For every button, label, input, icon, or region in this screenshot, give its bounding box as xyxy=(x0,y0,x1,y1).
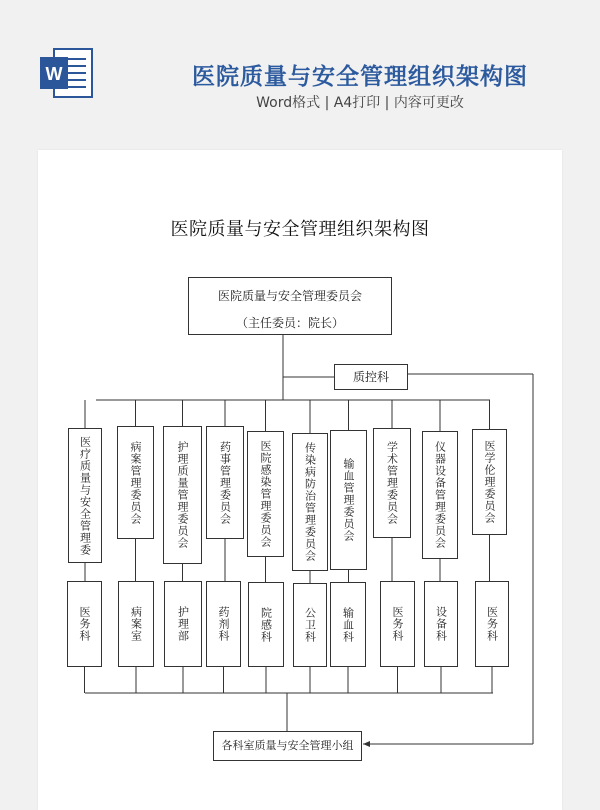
department-box xyxy=(424,581,458,667)
committee-label: 护理质量管理委员会 xyxy=(176,441,189,549)
quality-control-dept-box: 质控科 xyxy=(334,364,408,390)
department-label: 输血科 xyxy=(341,606,355,643)
department-label: 医务科 xyxy=(78,606,91,642)
committee-label: 医院感染管理委员会 xyxy=(259,440,272,548)
department-box xyxy=(118,581,154,667)
committee-box xyxy=(472,429,507,535)
committee-box xyxy=(330,430,367,570)
committee-label: 学术管理委员会 xyxy=(385,441,399,525)
department-label: 医务科 xyxy=(485,606,499,642)
department-box xyxy=(248,582,284,667)
page-title: 医院质量与安全管理组织架构图 xyxy=(192,64,528,90)
department-box xyxy=(67,581,102,667)
page-subtitle: Word格式 | A4打印 | 内容可更改 xyxy=(256,95,464,111)
department-box xyxy=(293,583,327,667)
department-box xyxy=(206,581,241,667)
committee-box xyxy=(422,431,458,559)
committee-label: 传染病防治管理委员会 xyxy=(303,442,317,562)
committee-box xyxy=(247,431,284,557)
department-label: 设备科 xyxy=(434,606,448,642)
document-title: 医院质量与安全管理组织架构图 xyxy=(170,219,430,240)
committee-box xyxy=(117,426,154,539)
department-label: 院感科 xyxy=(259,606,273,643)
department-label: 公卫科 xyxy=(303,607,317,643)
department-box xyxy=(330,582,366,667)
quality-safety-committee-box xyxy=(188,277,392,335)
committee-label: 医学伦理委员会 xyxy=(483,440,496,524)
department-box xyxy=(380,581,415,667)
department-label: 药剂科 xyxy=(217,606,230,642)
committee-box xyxy=(163,426,202,564)
department-box xyxy=(475,581,509,667)
committee-box xyxy=(206,426,244,539)
committee-label: 药事管理委员会 xyxy=(218,440,232,525)
committee-box xyxy=(68,428,102,563)
word-icon-letter: W xyxy=(45,64,63,84)
department-box xyxy=(164,581,202,667)
committee-label: 医疗质量与安全管理委 xyxy=(78,435,92,556)
dept-quality-groups-box: 各科室质量与安全管理小组 xyxy=(213,731,362,761)
committee-box xyxy=(373,428,411,538)
department-label: 护理部 xyxy=(176,606,190,642)
committee-box xyxy=(292,433,328,571)
department-label: 医务科 xyxy=(391,606,404,642)
committee-label: 仪器设备管理委员会 xyxy=(433,441,447,549)
committee-name: 医院质量与安全管理委员会 xyxy=(217,289,362,303)
committee-label: 病案管理委员会 xyxy=(129,440,142,525)
department-label: 病案室 xyxy=(129,606,143,642)
committee-chair: （主任委员：院长） xyxy=(235,316,344,330)
committee-label: 输血管理委员会 xyxy=(342,458,355,542)
